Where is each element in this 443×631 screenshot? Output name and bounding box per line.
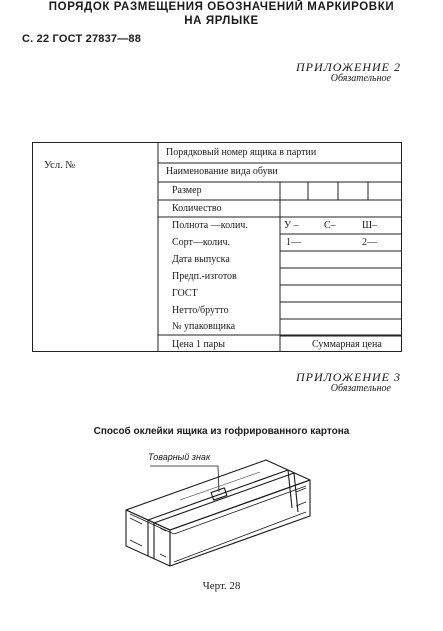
- corrugated-box-illustration: [120, 448, 320, 578]
- row-quantity: Количество: [172, 203, 222, 214]
- row-total-price: Суммарная цена: [312, 339, 382, 350]
- box-side-face: [170, 480, 310, 566]
- appendix-2-note: Обязательное: [330, 73, 391, 84]
- row-unit-price: Цена 1 пары: [172, 339, 225, 350]
- row-manufacturer: Предп.-изготов: [172, 271, 237, 282]
- row-box-number: Порядковый номер ящика в партии: [166, 147, 317, 158]
- fullness-u: У –: [284, 220, 299, 231]
- label-table: [32, 142, 402, 352]
- grade-2: 2—: [362, 237, 377, 248]
- trademark-leader: [150, 466, 219, 492]
- grade-1: 1—: [286, 237, 301, 248]
- appendix-3-title: ПРИЛОЖЕНИЕ 3: [296, 370, 401, 384]
- row-gost: ГОСТ: [172, 288, 198, 299]
- row-fullness: Полнота —колич.: [172, 220, 248, 231]
- section-title: [0, 0, 443, 28]
- row-shoe-type: Наименование вида обуви: [166, 166, 278, 177]
- row-grade: Сорт—колич.: [172, 237, 230, 248]
- fullness-s: С–: [324, 220, 336, 231]
- section-title-line-2: НА ЯРЛЫКЕ: [184, 15, 259, 27]
- row-net-gross: Нетто/брутто: [172, 305, 229, 316]
- appendix-3-note: Обязательное: [330, 383, 391, 394]
- page-header: С. 22 ГОСТ 27837—88: [22, 33, 142, 45]
- drawing-number: Черт. 28: [202, 580, 241, 592]
- figure-caption: Способ оклейки ящика из гофрированного картона: [93, 426, 350, 437]
- appendix-2-title: ПРИЛОЖЕНИЕ 2: [296, 60, 401, 74]
- trademark-label: Товарный знак: [148, 452, 211, 462]
- row-size: Размер: [172, 185, 202, 196]
- section-title-line-1: ПОРЯДОК РАЗМЕЩЕНИЯ ОБОЗНАЧЕНИЙ МАРКИРОВКИ: [48, 1, 395, 13]
- row-release-date: Дата выпуска: [172, 254, 230, 265]
- fullness-sh: Ш–: [362, 220, 378, 231]
- row-packer: № упаковщика: [172, 321, 236, 332]
- box-drawing: [120, 448, 320, 583]
- conditional-number-label: Усл. №: [44, 160, 76, 171]
